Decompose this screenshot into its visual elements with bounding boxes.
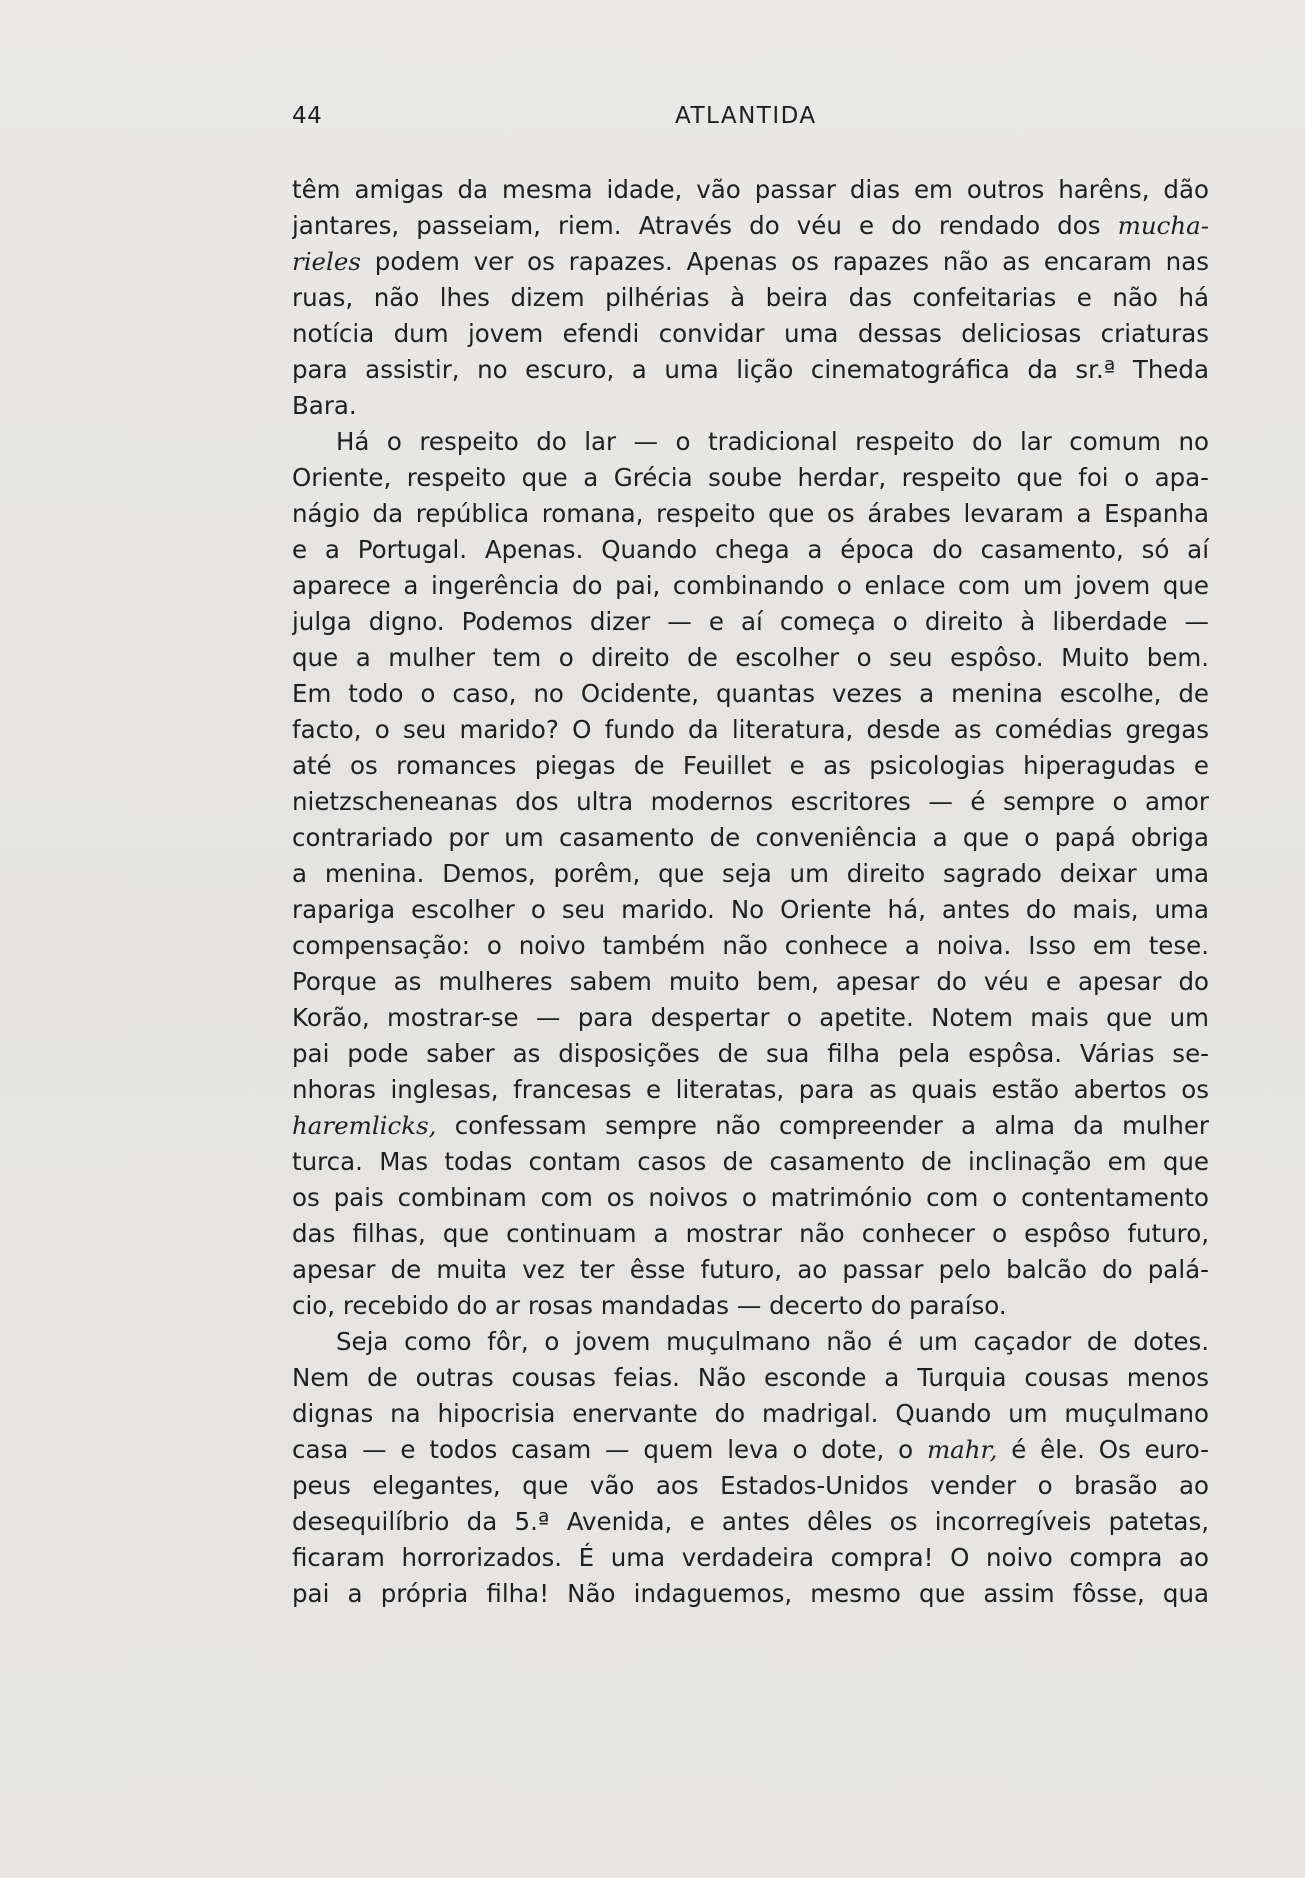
- text-line: [292, 1576, 1209, 1612]
- line-text: turca. Mas todas contam casos de casamento de inclinação em que: [292, 1147, 1209, 1176]
- line-text: dignas na hipocrisia enervante do madrigal. Quando um muçulmano: [292, 1399, 1209, 1428]
- text-line: [292, 1036, 1209, 1072]
- text-line: [292, 1324, 1209, 1360]
- line-text: das filhas, que continuam a mostrar não conhecer o espôso futuro,: [292, 1219, 1209, 1248]
- text-line: [292, 712, 1209, 748]
- line-text: Seja como fôr, o jovem muçulmano não é um caçador de dotes.: [336, 1327, 1209, 1356]
- line-text: contrariado por um casamento de conveniência a que o papá obriga: [292, 823, 1209, 852]
- italic-term: mahr,: [926, 1435, 998, 1464]
- text-line: [292, 388, 1209, 424]
- text-line: [292, 1252, 1209, 1288]
- text-line: [292, 424, 1209, 460]
- text-line: [292, 1468, 1209, 1504]
- text-line: [292, 532, 1209, 568]
- text-line: [292, 1000, 1209, 1036]
- line-text: têm amigas da mesma idade, vão passar dias em outros harêns, dão: [292, 175, 1209, 204]
- line-text: peus elegantes, que vão aos Estados-Unidos vender o brasão ao: [292, 1471, 1209, 1500]
- page-header: [292, 103, 1209, 139]
- text-line: [292, 316, 1209, 352]
- line-text: aparece a ingerência do pai, combinando o enlace com um jovem que: [292, 571, 1209, 600]
- text-line: [292, 892, 1209, 928]
- line-text: Nem de outras cousas feias. Não esconde a Turquia cousas menos: [292, 1363, 1209, 1392]
- line-text: Korão, mostrar-se — para despertar o apetite. Notem mais que um: [292, 1003, 1209, 1032]
- text-line: [292, 1216, 1209, 1252]
- line-text: cio, recebido do ar rosas mandadas — decerto do paraíso.: [292, 1291, 1007, 1320]
- line-text: Em todo o caso, no Ocidente, quantas vezes a menina escolhe, de: [292, 679, 1209, 708]
- italic-term: mucha-: [1117, 211, 1209, 240]
- text-line: [292, 1288, 1209, 1324]
- text-line: [292, 676, 1209, 712]
- text-line: [292, 1108, 1209, 1144]
- running-head: ATLANTIDA: [675, 103, 817, 129]
- line-text: que a mulher tem o direito de escolher o seu espôso. Muito bem.: [292, 643, 1209, 672]
- line-text: jantares, passeiam, riem. Através do véu e do rendado dos: [292, 211, 1118, 240]
- text-line: [292, 1504, 1209, 1540]
- text-line: [292, 604, 1209, 640]
- line-text: nágio da república romana, respeito que os árabes levaram a Espanha: [292, 499, 1209, 528]
- line-text: pai pode saber as disposições de sua filha pela espôsa. Várias se-: [292, 1039, 1209, 1068]
- text-line: [292, 460, 1209, 496]
- text-line: [292, 568, 1209, 604]
- line-text: notícia dum jovem efendi convidar uma dessas deliciosas criaturas: [292, 319, 1209, 348]
- text-line: [292, 964, 1209, 1000]
- line-text: apesar de muita vez ter êsse futuro, ao passar pelo balcão do palá-: [292, 1255, 1209, 1284]
- text-line: [292, 1432, 1209, 1468]
- body-text: [292, 172, 1209, 1612]
- line-text: ficaram horrorizados. É uma verdadeira compra! O noivo compra ao: [292, 1543, 1209, 1572]
- text-line: [292, 748, 1209, 784]
- text-line: [292, 496, 1209, 532]
- line-text-tail: é êle. Os euro-: [997, 1435, 1209, 1464]
- text-line: [292, 208, 1209, 244]
- line-text: pai a própria filha! Não indaguemos, mesmo que assim fôsse, qua: [292, 1579, 1209, 1608]
- line-text: até os romances piegas de Feuillet e as psicologias hiperagudas e: [292, 751, 1209, 780]
- line-text: nhoras inglesas, francesas e literatas, para as quais estão abertos os: [292, 1075, 1209, 1104]
- line-text: para assistir, no escuro, a uma lição cinematográfica da sr.ª Theda: [292, 355, 1209, 384]
- italic-term: haremlicks,: [292, 1111, 437, 1140]
- text-line: [292, 244, 1209, 280]
- line-text: desequilíbrio da 5.ª Avenida, e antes dêles os incorregíveis patetas,: [292, 1507, 1209, 1536]
- text-line: [292, 1360, 1209, 1396]
- line-text: rapariga escolher o seu marido. No Oriente há, antes do mais, uma: [292, 895, 1209, 924]
- line-text: Oriente, respeito que a Grécia soube herdar, respeito que foi o apa-: [292, 463, 1209, 492]
- text-line: [292, 280, 1209, 316]
- line-text: facto, o seu marido? O fundo da literatura, desde as comédias gregas: [292, 715, 1209, 744]
- page-number: 44: [292, 103, 323, 129]
- text-line: [292, 640, 1209, 676]
- line-text: julga digno. Podemos dizer — e aí começa o direito à liberdade —: [292, 607, 1209, 636]
- italic-term: rieles: [292, 247, 361, 276]
- line-text: casa — e todos casam — quem leva o dote, o: [292, 1435, 927, 1464]
- line-text: a menina. Demos, porêm, que seja um direito sagrado deixar uma: [292, 859, 1209, 888]
- text-line: [292, 1540, 1209, 1576]
- text-line: [292, 928, 1209, 964]
- line-text: Bara.: [292, 391, 357, 420]
- text-line: [292, 1396, 1209, 1432]
- line-text: ruas, não lhes dizem pilhérias à beira das confeitarias e não há: [292, 283, 1209, 312]
- text-line: [292, 784, 1209, 820]
- line-text: e a Portugal. Apenas. Quando chega a época do casamento, só aí: [292, 535, 1209, 564]
- line-text: compensação: o noivo também não conhece a noiva. Isso em tese.: [292, 931, 1209, 960]
- line-text: Porque as mulheres sabem muito bem, apesar do véu e apesar do: [292, 967, 1209, 996]
- text-line: [292, 1180, 1209, 1216]
- line-text: podem ver os rapazes. Apenas os rapazes não as encaram nas: [360, 247, 1209, 276]
- text-line: [292, 1072, 1209, 1108]
- text-line: [292, 172, 1209, 208]
- line-text: Há o respeito do lar — o tradicional respeito do lar comum no: [336, 427, 1209, 456]
- text-line: [292, 1144, 1209, 1180]
- text-line: [292, 820, 1209, 856]
- line-text: confessam sempre não compreender a alma da mulher: [436, 1111, 1209, 1140]
- line-text: os pais combinam com os noivos o matrimónio com o contentamento: [292, 1183, 1209, 1212]
- text-line: [292, 856, 1209, 892]
- line-text: nietzscheneanas dos ultra modernos escritores — é sempre o amor: [292, 787, 1209, 816]
- text-line: [292, 352, 1209, 388]
